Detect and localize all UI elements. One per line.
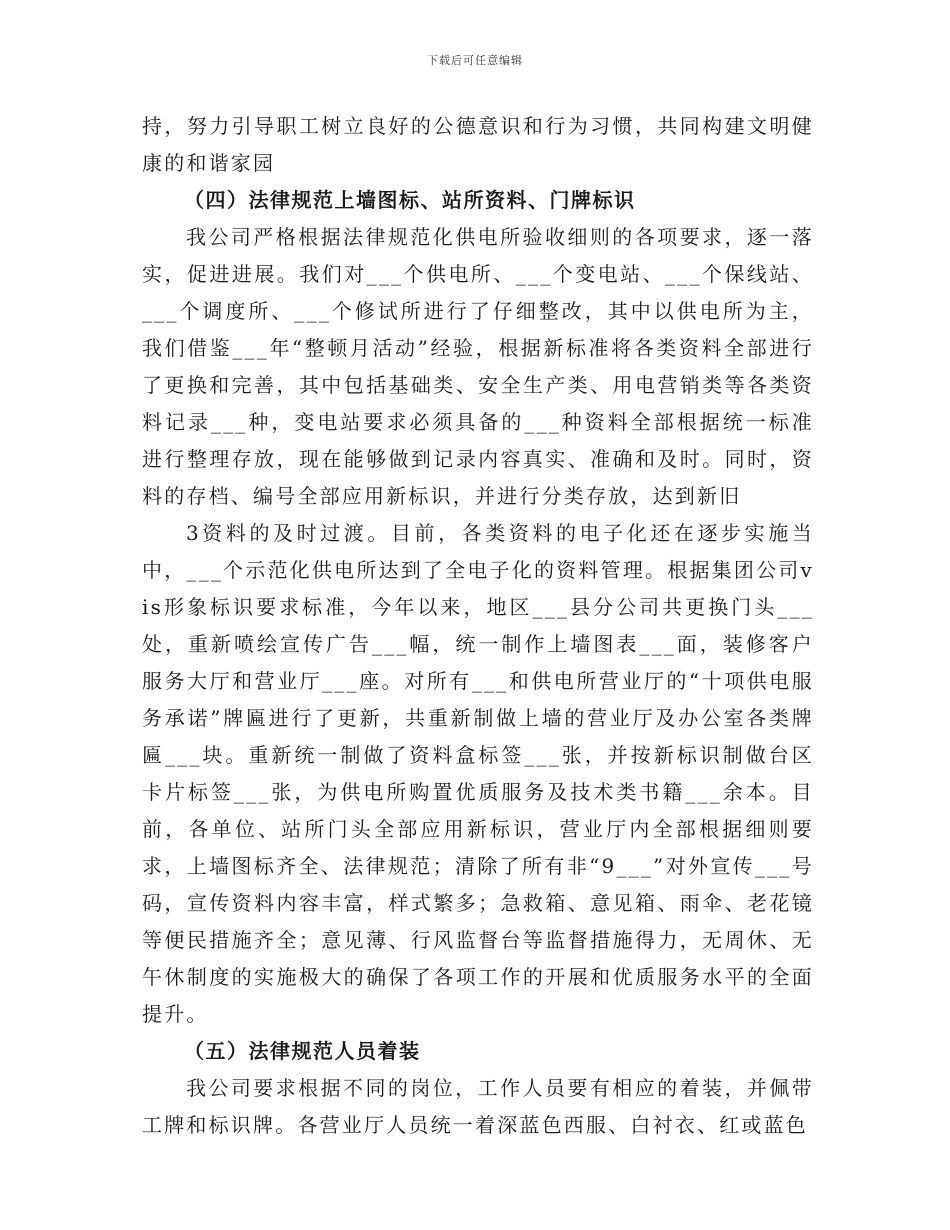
paragraph-section-4-b: 3资料的及时过渡。目前，各类资料的电子化还在逐步实施当中，___个示范化供电所达到了全电子化的资料管理。根据集团公司vis形象标识要求标准，今年以来，地区___县分公司共更换门头___处，重新喷绘宣传广告___幅，统一制作上墙图表___面，装修客户服务大厅和营业厅___座。对所有___和供电所营业厅的“十项供电服务承诺”牌匾进行了更新，共重新制做上墙的营业厅及办公室各类牌匾___块。重新统一制做了资料盒标签___张，并按新标识制做台区卡片标签___张，为供电所购置优质服务及技术类书籍___余本。目前，各单位、站所门头全部应用新标识，营业厅内全部根据细则要求，上墙图标齐全、法律规范；清除了所有非“9___”对外宣传___号码，宣传资料内容丰富，样式繁多；急救箱、意见箱、雨伞、老花镜等便民措施齐全；意见薄、行风监督台等监督措施得力，无周休、无午休制度的实施极大的确保了各项工作的开展和优质服务水平的全面提升。 xyxy=(142,521,814,1026)
document-body xyxy=(142,108,814,1144)
paragraph-section-5: 我公司要求根据不同的岗位，工作人员要有相应的着装，并佩带工牌和标识牌。各营业厅人员统一着深蓝色西服、白衬衣、红或蓝色 xyxy=(142,1076,814,1137)
section-heading-4: （四）法律规范上墙图标、站所资料、门牌标识 xyxy=(184,188,636,212)
section-heading-5: （五）法律规范人员着装 xyxy=(184,1039,421,1063)
paragraph-section-4-a: 我公司严格根据法律规范化供电所验收细则的各项要求，逐一落实，促进进展。我们对___个供电所、___个变电站、___个保线站、___个调度所、___个修试所进行了仔细整改，其中以供电所为主，我们借鉴___年“整顿月活动”经验，根据新标准将各类资料全部进行了更换和完善，其中包括基础类、安全生产类、用电营销类等各类资料记录___种，变电站要求必须具备的___种资料全部根据统一标准进行整理存放，现在能够做到记录内容真实、准确和及时。同时，资料的存档、编号全部应用新标识，并进行分类存放，达到新旧 xyxy=(142,225,814,508)
page-header-note: 下载后可任意编辑 xyxy=(427,54,523,67)
paragraph-continuation: 持，努力引导职工树立良好的公德意识和行为习惯，共同构建文明健康的和谐家园 xyxy=(142,114,814,175)
